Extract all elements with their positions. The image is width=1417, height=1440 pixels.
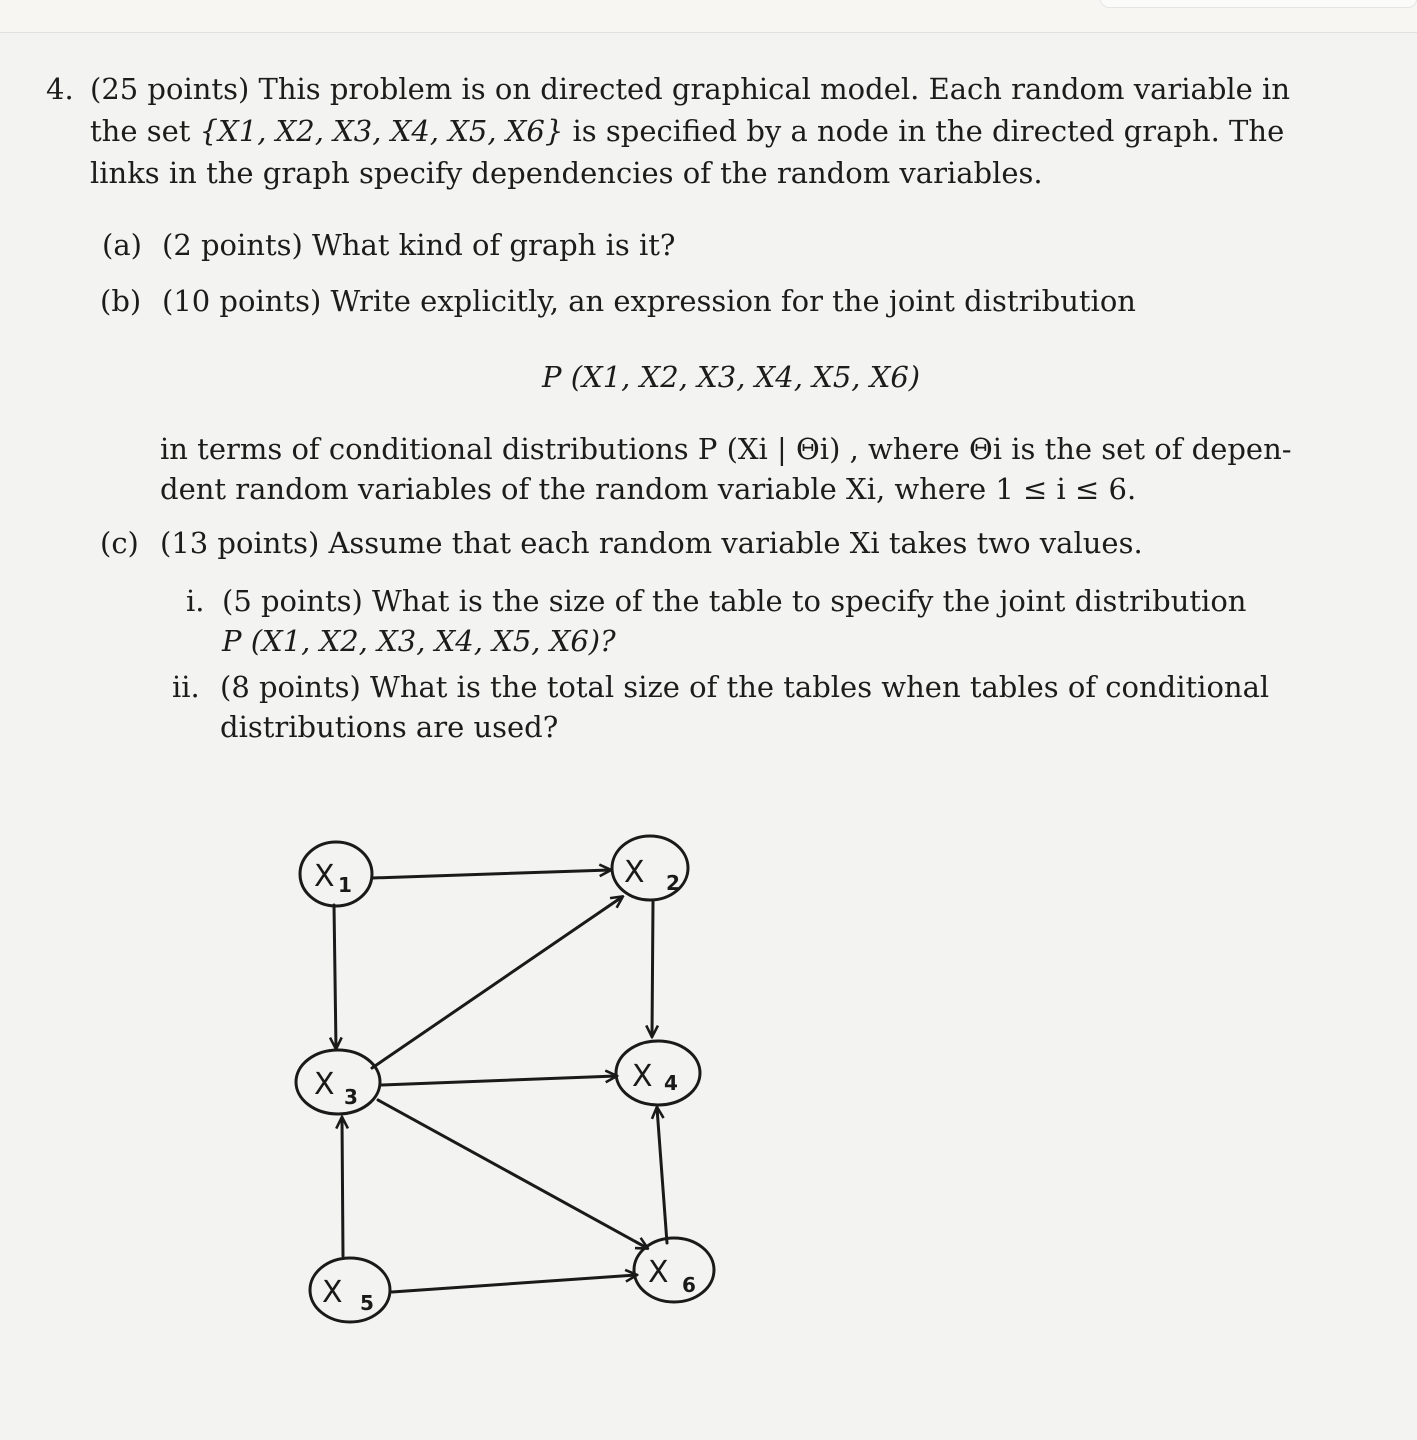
variable-set: {X1, X2, X3, X4, X5, X6} bbox=[199, 114, 564, 148]
part-a-question: (2 points) What kind of graph is it? bbox=[162, 228, 676, 262]
node-x6-letter: X bbox=[648, 1255, 669, 1290]
node-x5 bbox=[310, 1258, 390, 1322]
part-b-continuation-line1: in terms of conditional distributions P (Xi | Θi) , where Θi is the set of depen- bbox=[160, 432, 1292, 466]
edge-x6-x4 bbox=[657, 1108, 667, 1243]
edge-x3-x2 bbox=[372, 897, 622, 1068]
node-x5-index: 5 bbox=[360, 1291, 374, 1315]
problem-intro-line3: links in the graph specify dependencies of the random variables. bbox=[90, 156, 1043, 190]
node-x6 bbox=[634, 1238, 714, 1302]
node-x1 bbox=[300, 842, 372, 906]
part-c-i-line1: (5 points) What is the size of the table to specify the joint distribution bbox=[222, 584, 1247, 618]
edge-x1-x2 bbox=[372, 870, 610, 878]
node-x2-letter: X bbox=[624, 855, 645, 890]
node-x2-index: 2 bbox=[666, 871, 680, 895]
part-c-i-line2: P (X1, X2, X3, X4, X5, X6)? bbox=[222, 624, 616, 658]
edge-x5-x3 bbox=[342, 1118, 343, 1256]
node-x4-letter: X bbox=[632, 1059, 653, 1094]
node-x6-index: 6 bbox=[682, 1273, 696, 1297]
part-c-ii-line1: (8 points) What is the total size of the tables when tables of conditional bbox=[220, 670, 1270, 704]
part-c-i-label: i. bbox=[186, 584, 205, 618]
problem-intro-line2 bbox=[90, 112, 1284, 150]
node-x1-letter: X bbox=[314, 859, 335, 894]
problem-intro-line1: (25 points) This problem is on directed graphical model. Each random variable in bbox=[90, 72, 1291, 106]
part-c-ii-line2: distributions are used? bbox=[220, 710, 559, 744]
edge-x3-x4 bbox=[382, 1076, 616, 1085]
viewer-toolbar bbox=[0, 0, 1417, 33]
node-x3 bbox=[296, 1050, 380, 1114]
part-b-question: (10 points) Write explicitly, an expression for the joint distribution bbox=[162, 284, 1136, 318]
edge-x1-x3 bbox=[334, 905, 336, 1048]
node-x1-index: 1 bbox=[338, 873, 352, 897]
part-c-label: (c) bbox=[100, 526, 139, 560]
problem-number: 4. bbox=[46, 72, 74, 106]
intro-line2-post: is specified by a node in the directed graph. The bbox=[572, 114, 1285, 148]
node-x3-index: 3 bbox=[344, 1085, 358, 1109]
edge-x3-x6 bbox=[378, 1100, 647, 1248]
node-x4 bbox=[616, 1041, 700, 1105]
node-x3-letter: X bbox=[314, 1067, 335, 1102]
directed-graph bbox=[280, 820, 740, 1340]
edge-x2-x4 bbox=[652, 902, 653, 1036]
part-c-question: (13 points) Assume that each random variable Xi takes two values. bbox=[160, 526, 1143, 560]
part-a-label: (a) bbox=[102, 228, 142, 262]
joint-distribution-formula: P (X1, X2, X3, X4, X5, X6) bbox=[542, 360, 921, 394]
edge-x5-x6 bbox=[392, 1275, 636, 1292]
part-b-label: (b) bbox=[100, 284, 142, 318]
node-x2 bbox=[612, 836, 688, 900]
part-c-ii-label: ii. bbox=[172, 670, 200, 704]
part-b-continuation-line2: dent random variables of the random variable Xi, where 1 ≤ i ≤ 6. bbox=[160, 472, 1137, 506]
intro-line2-pre: the set bbox=[90, 114, 191, 148]
node-x5-letter: X bbox=[322, 1275, 343, 1310]
search-box[interactable] bbox=[1100, 0, 1417, 8]
node-x4-index: 4 bbox=[664, 1071, 678, 1095]
